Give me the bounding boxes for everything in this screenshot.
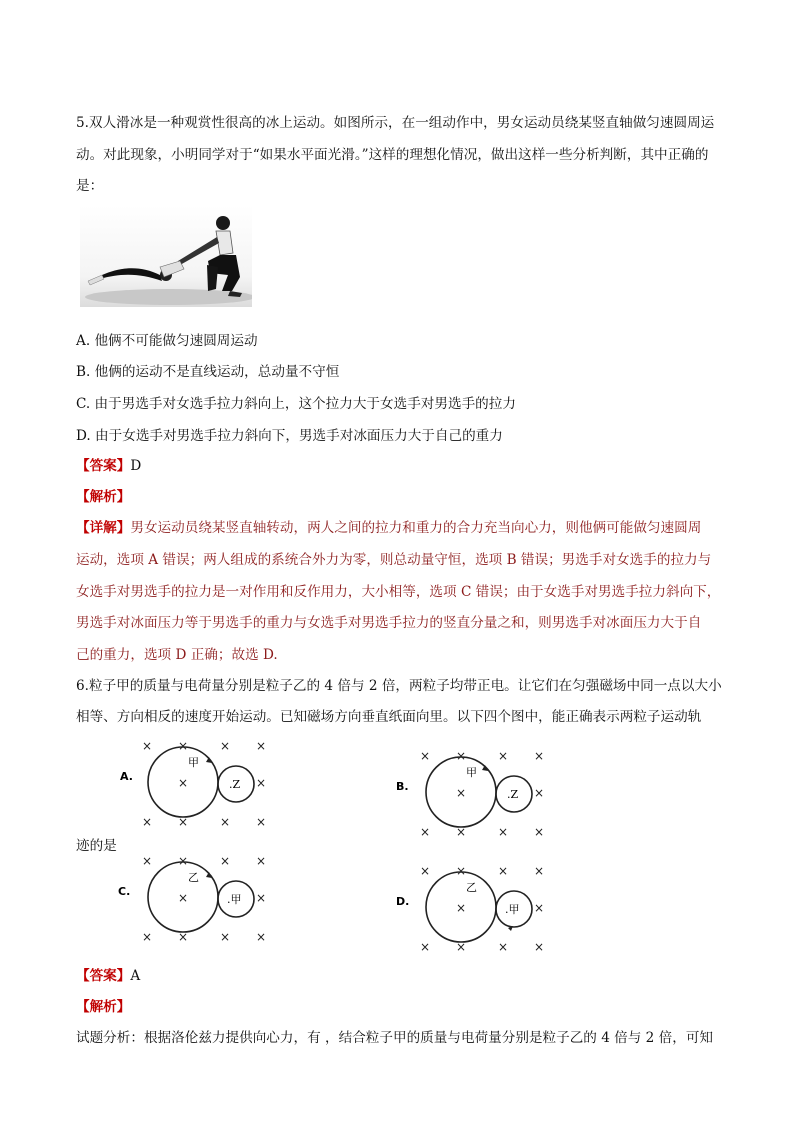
pair-skating-photo (80, 205, 252, 307)
answer-value: A (130, 968, 141, 984)
analysis-tag: 【解析】 (76, 489, 131, 505)
small-particle-label: .甲 (227, 893, 242, 906)
small-particle-label: .Z (507, 788, 519, 801)
diagram-d (390, 858, 550, 958)
cross-mark: × (178, 930, 189, 944)
q5-detail-line1 (76, 518, 701, 538)
q5-option-b: B. 他俩的运动不是直线运动，总动量不守恒 (76, 364, 340, 380)
diagram-b (390, 743, 550, 843)
answer-tag: 【答案】 (76, 968, 131, 984)
answer-value: D (130, 458, 142, 474)
cross-mark: × (220, 815, 231, 829)
cross-mark: × (534, 940, 545, 954)
cross-mark: × (142, 739, 153, 753)
cross-mark: × (420, 749, 431, 763)
answer-tag: 【答案】 (76, 458, 131, 474)
big-particle-label: 乙 (466, 881, 477, 894)
cross-mark: × (420, 825, 431, 839)
cross-mark: × (534, 786, 545, 800)
q6-analysis-tag (76, 997, 130, 1017)
cross-mark: × (142, 815, 153, 829)
detail-tag: 【详解】 (76, 520, 131, 536)
detail-text: 男女运动员绕某竖直轴转动，两人之间的拉力和重力的合力充当向心力，则他俩可能做匀速圆周 (130, 520, 702, 536)
diagram-label: A. (120, 770, 133, 783)
q5-stem-line2: 动。对此现象，小明同学对于“如果水平面光滑。”这样的理想化情况，做出这样一些分析判断，其中正确的 (76, 147, 709, 163)
cross-mark: × (456, 864, 467, 878)
cross-mark: × (220, 739, 231, 753)
q5-analysis-tag (76, 487, 130, 507)
big-particle-label: 甲 (466, 766, 477, 779)
cross-mark: × (142, 854, 153, 868)
cross-mark: × (178, 739, 189, 753)
q6-analysis-line: 试题分析：根据洛伦兹力提供向心力，有 ，结合粒子甲的质量与电荷量分别是粒子乙的 4 倍与 2 倍，可知 (76, 1030, 714, 1046)
cross-mark: × (420, 864, 431, 878)
q5-answer (76, 456, 141, 476)
q5-option-d: D. 由于女选手对男选手拉力斜向下，男选手对冰面压力大于自己的重力 (76, 428, 503, 444)
cross-mark: × (456, 940, 467, 954)
cross-mark: × (256, 739, 267, 753)
q5-detail-line5: 己的重力，选项 D 正确；故选 D. (76, 647, 278, 663)
cross-mark: × (534, 864, 545, 878)
diagram-label: B. (396, 780, 409, 793)
cross-mark: × (142, 930, 153, 944)
cross-mark: × (456, 749, 467, 763)
q5-detail-line2: 运动，选项 A 错误；两人组成的系统合外力为零，则总动量守恒，选项 B 错误；男选手对女选手的拉力与 (76, 552, 712, 568)
q5-option-a: A. 他俩不可能做匀速圆周运动 (76, 333, 258, 349)
analysis-tag: 【解析】 (76, 999, 131, 1015)
cross-mark: × (498, 864, 509, 878)
cross-mark: × (178, 854, 189, 868)
cross-mark: × (456, 825, 467, 839)
small-particle-label: .甲 (505, 903, 520, 916)
cross-mark: × (178, 776, 189, 790)
diagram-c (112, 848, 272, 948)
q5-detail-line3: 女选手对男选手的拉力是一对作用和反作用力，大小相等，选项 C 错误；由于女选手对男选手拉力斜向下， (76, 584, 721, 600)
q6-stem-line1: 6.粒子甲的质量与电荷量分别是粒子乙的 4 倍与 2 倍，两粒子均带正电。让它们在匀强磁场中同一点以大小 (76, 678, 722, 694)
q6-answer (76, 966, 140, 986)
q6-stem-line3: 迹的是 (76, 838, 117, 854)
diagram-label: D. (396, 895, 410, 908)
big-particle-label: 甲 (188, 756, 199, 769)
diagram-a (112, 733, 272, 833)
cross-mark: × (256, 815, 267, 829)
cross-mark: × (256, 854, 267, 868)
big-particle-label: 乙 (188, 871, 199, 884)
cross-mark: × (498, 749, 509, 763)
cross-mark: × (178, 815, 189, 829)
cross-mark: × (534, 825, 545, 839)
cross-mark: × (178, 891, 189, 905)
cross-mark: × (256, 930, 267, 944)
q5-stem-line3: 是： (76, 178, 104, 194)
small-particle-label: .Z (229, 778, 241, 791)
q5-option-c: C. 由于男选手对女选手拉力斜向上，这个拉力大于女选手对男选手的拉力 (76, 396, 516, 412)
q6-stem-line2: 相等、方向相反的速度开始运动。已知磁场方向垂直纸面向里。以下四个图中，能正确表示两粒子运动轨 (76, 709, 702, 725)
cross-mark: × (456, 786, 467, 800)
cross-mark: × (220, 854, 231, 868)
cross-mark: × (534, 901, 545, 915)
cross-mark: × (256, 776, 267, 790)
cross-mark: × (498, 825, 509, 839)
cross-mark: × (220, 930, 231, 944)
cross-mark: × (534, 749, 545, 763)
q5-stem-line1: 5.双人滑冰是一种观赏性很高的冰上运动。如图所示，在一组动作中，男女运动员绕某竖直轴做匀速圆周运 (76, 115, 715, 131)
cross-mark: × (420, 940, 431, 954)
cross-mark: × (498, 940, 509, 954)
q5-detail-line4: 男选手对冰面压力等于男选手的重力与女选手对男选手拉力的竖直分量之和，则男选手对冰面压力大于自 (76, 615, 702, 631)
cross-mark: × (456, 901, 467, 915)
diagram-label: C. (118, 885, 131, 898)
cross-mark: × (256, 891, 267, 905)
